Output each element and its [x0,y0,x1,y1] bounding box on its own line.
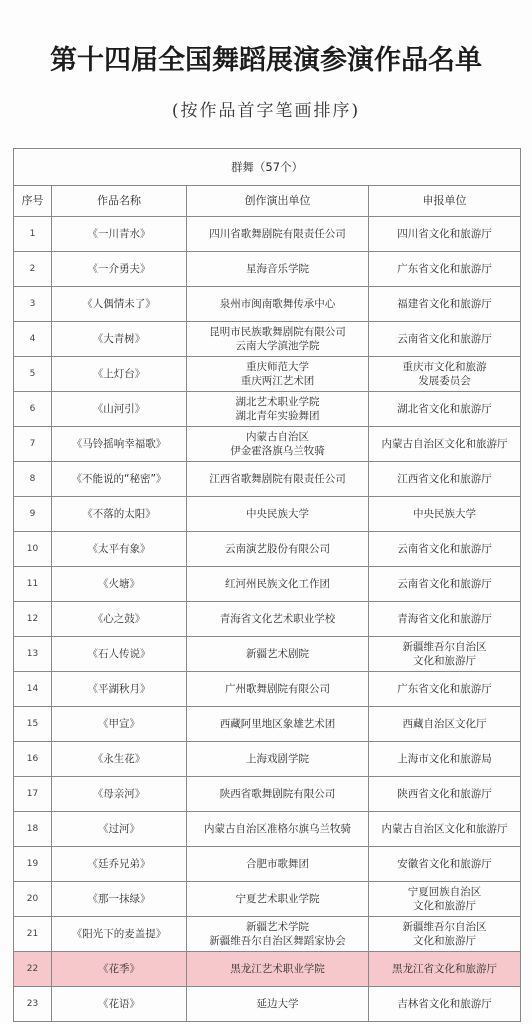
table-row [14,812,521,847]
performing-unit: 上海戏剧学院 [187,742,369,777]
work-name: 《甲宣》 [52,707,187,742]
performing-unit: 延边大学 [187,987,369,1022]
performing-unit: 西藏阿里地区象雄艺术团 [187,707,369,742]
applicant-unit: 内蒙古自治区文化和旅游厅 [369,427,521,462]
work-name: 《心之鼓》 [52,602,187,637]
applicant-unit: 四川省文化和旅游厅 [369,217,521,252]
work-name: 《花语》 [52,987,187,1022]
group-header: 群舞（57个） [14,149,521,186]
table-row [14,602,521,637]
row-number: 20 [14,882,52,917]
row-number: 6 [14,392,52,427]
row-number: 16 [14,742,52,777]
col-header-name: 作品名称 [52,186,187,217]
work-name: 《一介勇夫》 [52,252,187,287]
performing-unit: 黑龙江艺术职业学院 [187,952,369,987]
work-name: 《山河引》 [52,392,187,427]
work-name: 《上灯台》 [52,357,187,392]
applicant-unit: 安徽省文化和旅游厅 [369,847,521,882]
table-row [14,742,521,777]
works-table [13,148,521,1022]
table-row [14,847,521,882]
row-number: 23 [14,987,52,1022]
col-header-applicant: 申报单位 [369,186,521,217]
applicant-unit: 吉林省文化和旅游厅 [369,987,521,1022]
table-row [14,952,521,987]
row-number: 13 [14,637,52,672]
applicant-unit: 黑龙江省文化和旅游厅 [369,952,521,987]
table-row [14,882,521,917]
row-number: 18 [14,812,52,847]
table-row [14,252,521,287]
table-row [14,777,521,812]
performing-unit: 内蒙古自治区准格尔旗乌兰牧骑 [187,812,369,847]
row-number: 5 [14,357,52,392]
applicant-unit: 广东省文化和旅游厅 [369,672,521,707]
row-number: 7 [14,427,52,462]
row-number: 1 [14,217,52,252]
work-name: 《母亲河》 [52,777,187,812]
table-row [14,287,521,322]
document-title: 第十四届全国舞蹈展演参演作品名单 [50,45,482,76]
applicant-unit: 中央民族大学 [369,497,521,532]
row-number: 10 [14,532,52,567]
applicant-unit: 湖北省文化和旅游厅 [369,392,521,427]
work-name: 《不落的太阳》 [52,497,187,532]
work-name: 《阳光下的麦盖提》 [52,917,187,952]
applicant-unit: 陕西省文化和旅游厅 [369,777,521,812]
work-name: 《太平有象》 [52,532,187,567]
applicant-unit: 新疆维吾尔自治区 文化和旅游厅 [369,917,521,952]
applicant-unit: 广东省文化和旅游厅 [369,252,521,287]
applicant-unit: 西藏自治区文化厅 [369,707,521,742]
performing-unit: 合肥市歌舞团 [187,847,369,882]
applicant-unit: 宁夏回族自治区 文化和旅游厅 [369,882,521,917]
performing-unit: 新疆艺术学院 新疆维吾尔自治区舞蹈家协会 [187,917,369,952]
applicant-unit: 上海市文化和旅游局 [369,742,521,777]
work-name: 《那一抹绿》 [52,882,187,917]
row-number: 8 [14,462,52,497]
document-subtitle: (按作品首字笔画排序) [171,101,361,121]
col-header-unit: 创作演出单位 [187,186,369,217]
table-row [14,917,521,952]
performing-unit: 泉州市闽南歌舞传承中心 [187,287,369,322]
applicant-unit: 内蒙古自治区文化和旅游厅 [369,812,521,847]
work-name: 《廷乔兄弟》 [52,847,187,882]
row-number: 9 [14,497,52,532]
performing-unit: 湖北艺术职业学院 湖北青年实验舞团 [187,392,369,427]
work-name: 《一川青水》 [52,217,187,252]
applicant-unit: 江西省文化和旅游厅 [369,462,521,497]
table-row [14,987,521,1022]
row-number: 12 [14,602,52,637]
row-number: 3 [14,287,52,322]
work-name: 《石人传说》 [52,637,187,672]
work-name: 《不能说的“秘密”》 [52,462,187,497]
performing-unit: 陕西省歌舞剧院有限公司 [187,777,369,812]
applicant-unit: 福建省文化和旅游厅 [369,287,521,322]
row-number: 21 [14,917,52,952]
applicant-unit: 云南省文化和旅游厅 [369,322,521,357]
applicant-unit: 云南省文化和旅游厅 [369,532,521,567]
performing-unit: 四川省歌舞剧院有限责任公司 [187,217,369,252]
table-row [14,357,521,392]
performing-unit: 昆明市民族歌舞剧院有限公司 云南大学滇池学院 [187,322,369,357]
performing-unit: 红河州民族文化工作团 [187,567,369,602]
table-row [14,392,521,427]
performing-unit: 内蒙古自治区 伊金霍洛旗乌兰牧骑 [187,427,369,462]
performing-unit: 江西省歌舞剧院有限责任公司 [187,462,369,497]
applicant-unit: 重庆市文化和旅游 发展委员会 [369,357,521,392]
table-row [14,322,521,357]
table-row [14,637,521,672]
applicant-unit: 云南省文化和旅游厅 [369,567,521,602]
work-name: 《人偶情未了》 [52,287,187,322]
work-name: 《平湖秋月》 [52,672,187,707]
col-header-no: 序号 [14,186,52,217]
table-body [14,217,521,1022]
table-row [14,497,521,532]
table-row [14,427,521,462]
work-name: 《花季》 [52,952,187,987]
work-name: 《大青树》 [52,322,187,357]
row-number: 11 [14,567,52,602]
performing-unit: 广州歌舞剧院有限公司 [187,672,369,707]
performing-unit: 中央民族大学 [187,497,369,532]
performing-unit: 云南演艺股份有限公司 [187,532,369,567]
performing-unit: 新疆艺术剧院 [187,637,369,672]
work-name: 《过河》 [52,812,187,847]
table-row [14,567,521,602]
work-name: 《火塘》 [52,567,187,602]
row-number: 15 [14,707,52,742]
row-number: 22 [14,952,52,987]
table-row [14,462,521,497]
table-row [14,532,521,567]
table-row [14,672,521,707]
performing-unit: 宁夏艺术职业学院 [187,882,369,917]
applicant-unit: 新疆维吾尔自治区 文化和旅游厅 [369,637,521,672]
table-row [14,217,521,252]
row-number: 19 [14,847,52,882]
performing-unit: 青海省文化艺术职业学校 [187,602,369,637]
row-number: 17 [14,777,52,812]
applicant-unit: 青海省文化和旅游厅 [369,602,521,637]
table-row [14,707,521,742]
work-name: 《马铃摇响幸福歌》 [52,427,187,462]
row-number: 2 [14,252,52,287]
row-number: 14 [14,672,52,707]
performing-unit: 重庆师范大学 重庆两江艺术团 [187,357,369,392]
performing-unit: 星海音乐学院 [187,252,369,287]
row-number: 4 [14,322,52,357]
work-name: 《永生花》 [52,742,187,777]
